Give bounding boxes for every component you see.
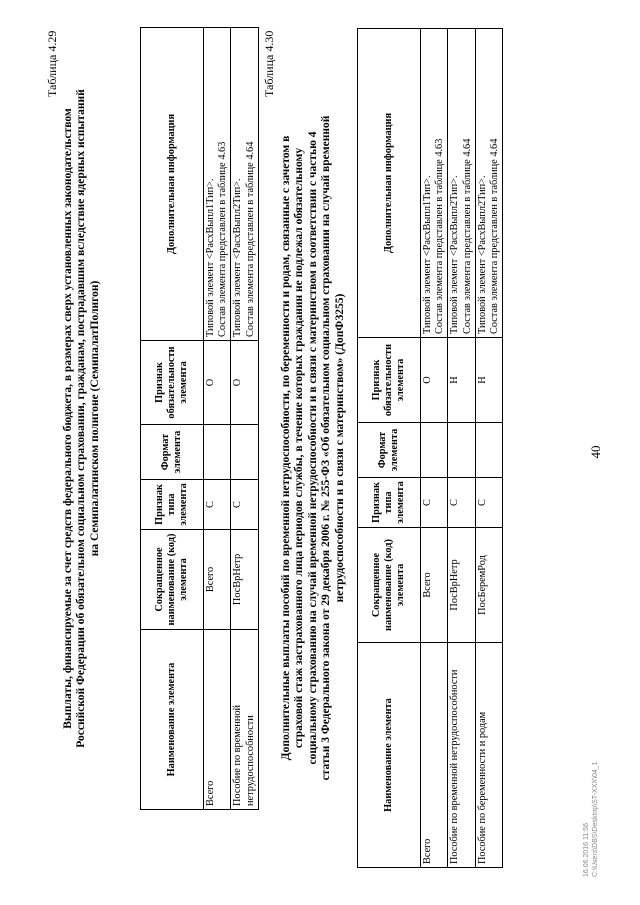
info-line: Состав элемента представлен в таблице 4.64 [244, 141, 256, 337]
cell-name: Пособие по временной нетрудоспособности [231, 630, 258, 810]
cell-format [231, 425, 258, 480]
cell-required: Н [475, 338, 502, 423]
cell-name: Всего [421, 643, 448, 868]
table1 [140, 27, 259, 810]
table2-title-line: Дополнительные выплаты пособий по временной нетрудоспособности, по беременности и родам, связанные с зачетом в [280, 135, 292, 761]
cell-code: ПосБеремРод [475, 528, 502, 643]
cell-info [231, 28, 258, 341]
cell-code: Всего [421, 528, 448, 643]
cell-format [448, 423, 475, 478]
table-row [475, 29, 502, 868]
cell-format [475, 423, 502, 478]
cell-info [475, 29, 502, 338]
cell-type: С [448, 478, 475, 528]
cell-type: С [231, 480, 258, 530]
header-cell: Признак обязательности элемента [141, 341, 204, 425]
cell-format [204, 425, 231, 480]
cell-type: С [421, 478, 448, 528]
table-row [421, 29, 448, 868]
cell-code: ПосВрНетр [448, 528, 475, 643]
file-stamp [582, 761, 600, 877]
header-cell: Сокращенное наименование (код) элемента [141, 530, 204, 630]
header-cell: Признак обязательности элемента [358, 338, 421, 423]
header-cell: Сокращенное наименование (код) элемента [358, 528, 421, 643]
header-cell: Формат элемента [141, 425, 204, 480]
header-cell: Признак типа элемента [358, 478, 421, 528]
header-cell: Дополнительная информация [141, 28, 204, 341]
cell-name: Всего [204, 630, 231, 810]
cell-info [421, 29, 448, 338]
table2-title-line: страховой стаж застрахованного лица периодов службы, в течение которых гражданин не подлежал обязательному [293, 147, 306, 749]
cell-required: Н [448, 338, 475, 423]
info-line: Состав элемента представлен в таблице 4.63 [434, 138, 446, 334]
table-header-row [141, 28, 204, 810]
table2-title-line: статьи 3 Федерального закона от 29 декабря 2006 г. № 255-ФЗ «Об обязательном социальном страховании на случай временной [320, 115, 333, 781]
page-number: 40 [588, 445, 603, 459]
table1-title-line: Российской Федерации об обязательном социальном страховании, гражданам, пострадавшим вследствие ядерных испытаний [75, 89, 88, 748]
info-line: Состав элемента представлен в таблице 4.63 [217, 141, 229, 337]
table-row [231, 28, 258, 810]
table1-title-line: на Семипалатинском полигоне (СемипалатПолигон) [88, 280, 101, 557]
header-cell: Признак типа элемента [141, 480, 204, 530]
table-row [448, 29, 475, 868]
info-line: Типовой элемент <РасхВыпл1Тип>. [422, 175, 433, 334]
table-header-row [358, 29, 421, 868]
header-cell: Наименование элемента [141, 630, 204, 810]
cell-info [448, 29, 475, 338]
table2-title-line: нетрудоспособности и в связи с материнством» (ДопФЗ255) [333, 293, 346, 603]
info-line: Типовой элемент <РасхВыпл2Тип>. [449, 175, 461, 334]
cell-info [204, 28, 231, 341]
cell-format [421, 423, 448, 478]
cell-required: О [204, 341, 231, 425]
table-row [204, 28, 231, 810]
stamp-line: 16.06.2016 11:56 [583, 823, 590, 877]
cell-name: Пособие по временной нетрудоспособности [448, 643, 475, 868]
stamp-line: C:\Users\DBS\Desktop\ST-XXX\04_1 [592, 761, 599, 877]
header-cell: Дополнительная информация [358, 29, 421, 338]
info-line: Состав элемента представлен в таблице 4.64 [489, 138, 501, 334]
info-line: Типовой элемент <РасхВыпл2Тип>. [476, 175, 488, 334]
cell-type: С [204, 480, 231, 530]
cell-required: О [421, 338, 448, 423]
info-line: Типовой элемент <РасхВыпл2Тип>. [232, 178, 244, 337]
info-line: Состав элемента представлен в таблице 4.64 [461, 138, 473, 334]
header-cell: Формат элемента [358, 423, 421, 478]
header-cell: Наименование элемента [358, 643, 421, 868]
table2-label: Таблица 4.30 [262, 30, 276, 97]
table1-title [62, 27, 102, 810]
cell-type: С [475, 478, 502, 528]
cell-required: О [231, 341, 258, 425]
table2 [357, 28, 503, 868]
cell-name: Пособие по беременности и родам [475, 643, 502, 868]
table1-title-line: Выплаты, финансируемые за счет средств федерального бюджета, в размерах сверх установленных законодательством [62, 108, 74, 729]
table1-label: Таблица 4.29 [45, 30, 59, 97]
cell-code: ПосВрНетр [231, 530, 258, 630]
table2-title-line: социальному страхованию на случай временной нетрудоспособности и в связи с материнством в соответствии с частью 4 [306, 131, 319, 765]
cell-code: Всего [204, 530, 231, 630]
table2-title [280, 28, 347, 868]
info-line: Типовой элемент <РасхВыпл1Тип>. [205, 178, 216, 337]
